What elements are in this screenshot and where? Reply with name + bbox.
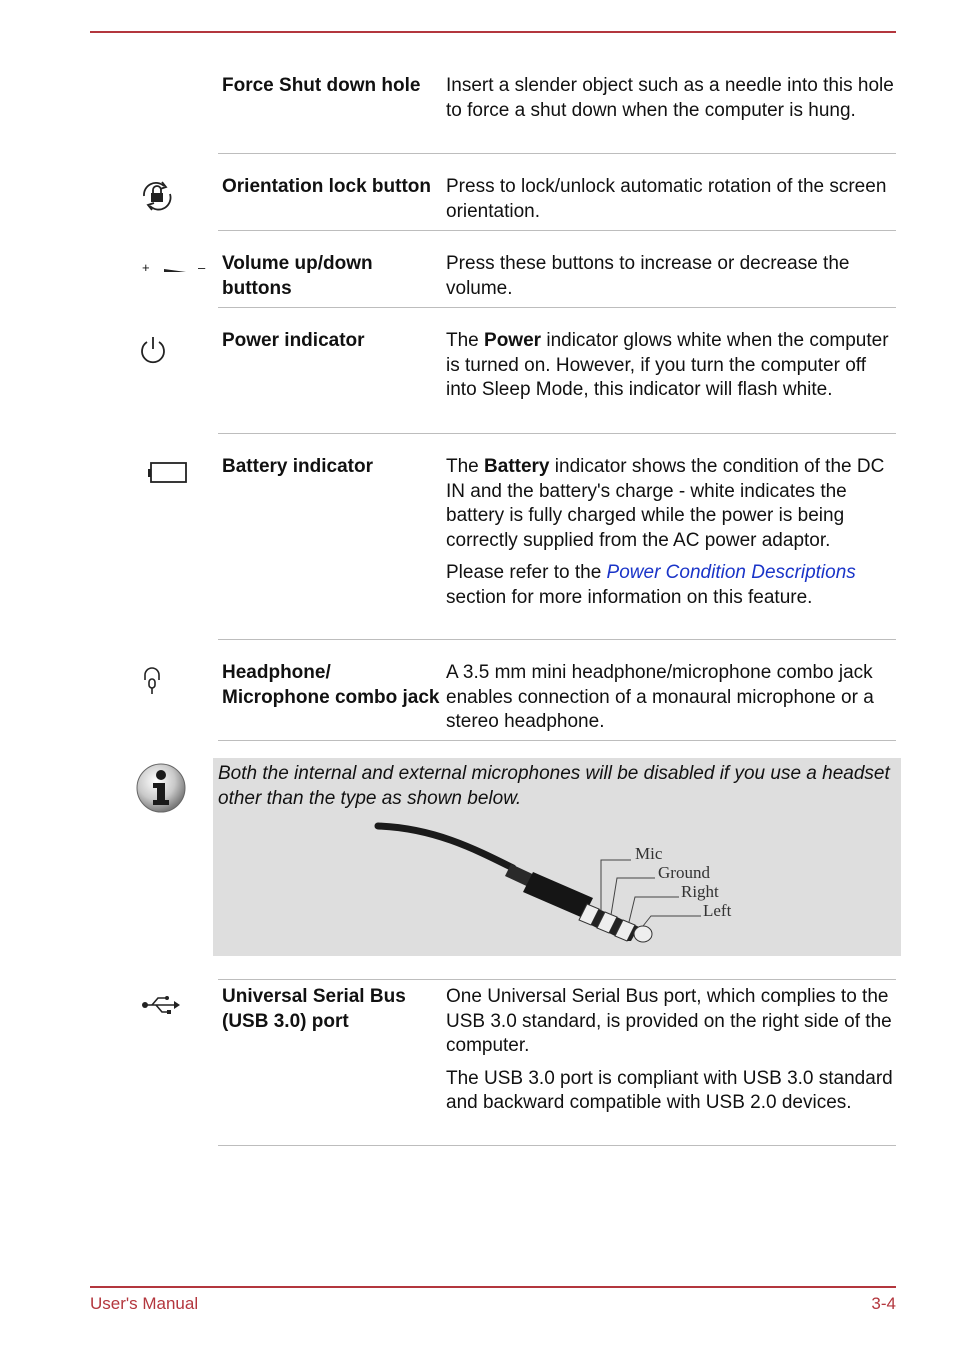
desc-orientation-lock xyxy=(446,175,896,232)
volume-icon xyxy=(140,260,212,280)
desc-text xyxy=(446,329,896,403)
term-battery-indicator: Battery indicator xyxy=(222,456,373,477)
term-force-shutdown: Force Shut down hole xyxy=(222,75,421,96)
term-headphone-jack: Headphone/ Microphone combo jack xyxy=(222,662,440,708)
top-rule xyxy=(90,31,896,33)
desc-bold: Battery xyxy=(484,456,550,477)
desc-text-2: The USB 3.0 port is compliant with USB 3.0 standard and backward compatible with USB 2.0 devices. xyxy=(446,1067,893,1113)
desc-post: indicator shows the condition of the DC IN and the battery's charge - white indicates the battery is fully charged while the power is being correctly supplied from the AC power adaptor. xyxy=(446,456,885,551)
jack-label-ground: Ground xyxy=(658,863,710,882)
row-divider xyxy=(218,307,896,308)
info-icon xyxy=(135,762,187,814)
row-divider xyxy=(218,1145,896,1146)
battery-icon xyxy=(146,460,188,486)
desc-text: Insert a slender object such as a needle into this hole to force a shut down when the computer is hung. xyxy=(446,75,894,121)
volume-plus-label: + xyxy=(142,260,150,275)
volume-minus-label: – xyxy=(198,260,206,275)
desc-battery-indicator xyxy=(446,455,896,618)
term-usb-port: Universal Serial Bus (USB 3.0) port xyxy=(222,986,406,1032)
volume-wedge-icon xyxy=(164,266,186,274)
desc-volume xyxy=(446,252,896,309)
desc-headphone-jack xyxy=(446,661,896,743)
footer-page-number: 3-4 xyxy=(871,1294,896,1313)
orientation-lock-icon xyxy=(138,178,176,212)
row-divider xyxy=(218,230,896,231)
term-volume: Volume up/down buttons xyxy=(222,253,373,299)
desc2-post: section for more information on this feature. xyxy=(446,586,813,608)
desc-text: Press these buttons to increase or decrease the volume. xyxy=(446,253,850,299)
desc-bold: Power xyxy=(484,330,542,351)
note-box xyxy=(213,758,901,956)
row-divider xyxy=(218,433,896,434)
jack-label-left: Left xyxy=(703,901,732,920)
usb-icon xyxy=(140,994,180,1016)
desc-pre: The xyxy=(446,456,485,477)
desc-text: Press to lock/unlock automatic rotation of the screen orientation. xyxy=(446,176,887,222)
power-condition-link[interactable]: Power Condition Descriptions xyxy=(606,562,856,583)
row-divider xyxy=(218,153,896,154)
desc-post: indicator glows white when the computer is turned on. However, if you turn the computer off into Sleep Mode, this indicator will flash white. xyxy=(446,330,889,400)
desc-force-shutdown xyxy=(446,74,896,131)
desc2-pre: Please refer to the xyxy=(446,562,607,583)
row-divider xyxy=(218,740,896,741)
desc-power-indicator xyxy=(446,329,896,411)
footer-manual-title: User's Manual xyxy=(90,1294,199,1313)
desc-text xyxy=(446,455,896,553)
power-icon xyxy=(138,335,168,365)
headset-plug-illustration xyxy=(373,818,703,943)
desc-text-2 xyxy=(446,561,896,610)
jack-label-right: Right xyxy=(681,882,719,901)
desc-text: A 3.5 mm mini headphone/microphone combo jack enables connection of a monaural microphone or a stereo headphone. xyxy=(446,662,874,732)
headphone-icon xyxy=(142,666,162,696)
row-divider xyxy=(218,979,896,980)
desc-usb-port xyxy=(446,985,896,1124)
desc-pre: The xyxy=(446,330,485,351)
term-power-indicator: Power indicator xyxy=(222,330,365,351)
term-orientation-lock: Orientation lock button xyxy=(222,176,431,197)
bottom-rule xyxy=(90,1286,896,1288)
note-text: Both the internal and external microphones will be disabled if you use a headset other than the type as shown below. xyxy=(218,763,890,809)
desc-text: One Universal Serial Bus port, which complies to the USB 3.0 standard, is provided on the right side of the computer. xyxy=(446,986,892,1056)
jack-label-mic: Mic xyxy=(635,844,663,863)
row-divider xyxy=(218,639,896,640)
